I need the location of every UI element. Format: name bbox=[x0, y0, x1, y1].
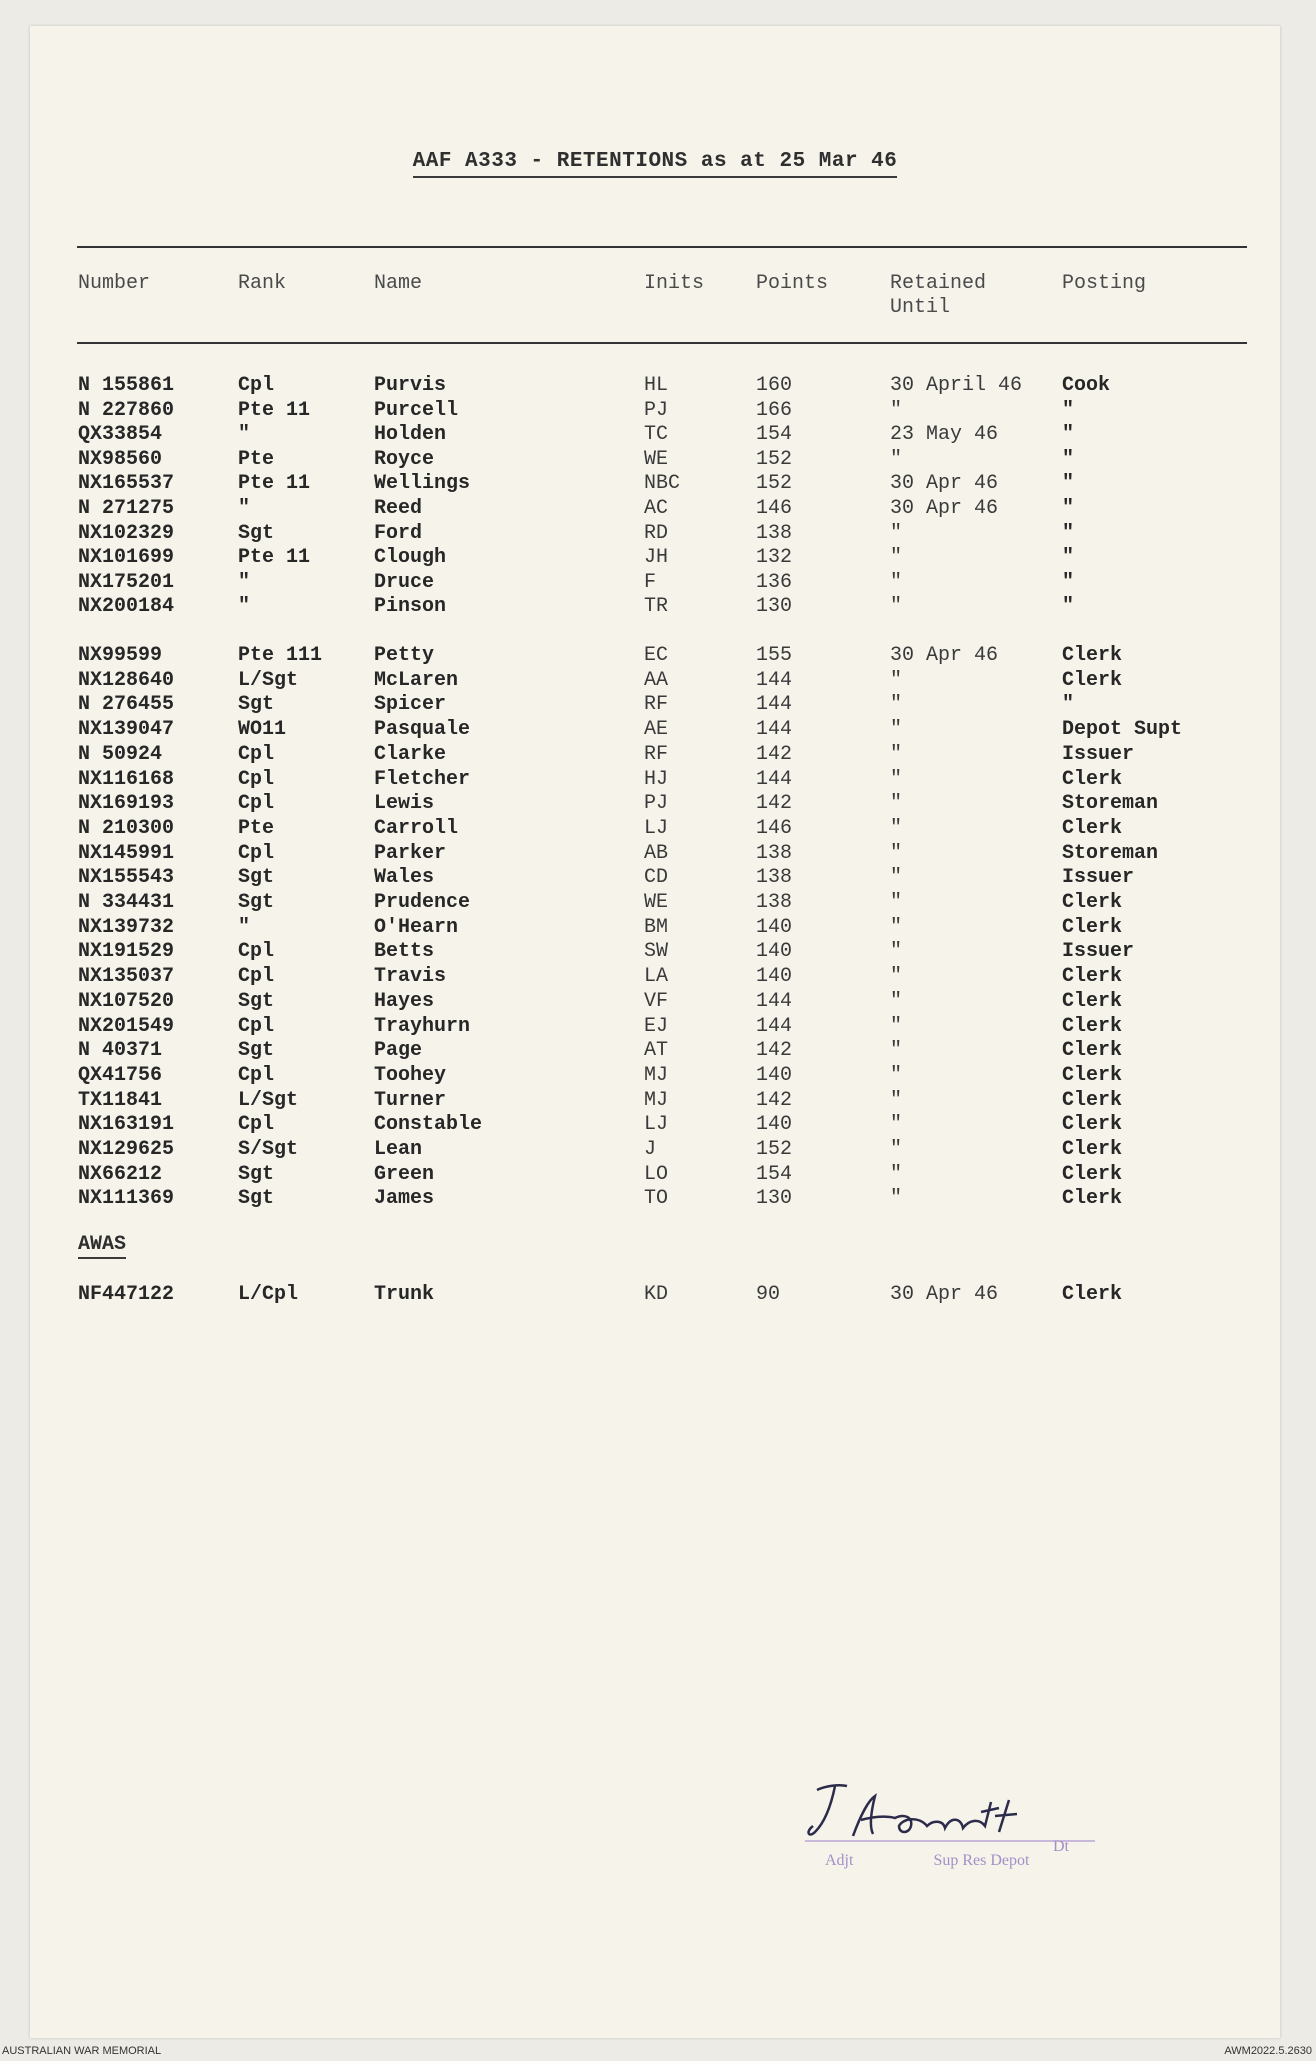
cell-retained-until: " bbox=[890, 989, 903, 1013]
cell-number: QX41756 bbox=[78, 1063, 163, 1087]
cell-retained-until: " bbox=[890, 767, 903, 791]
cell-inits: F bbox=[644, 570, 657, 594]
cell-name: Purvis bbox=[374, 374, 447, 397]
cell-retained-until: " bbox=[890, 891, 903, 914]
cell-retained-until: " bbox=[890, 915, 903, 939]
cell-inits: AC bbox=[644, 497, 669, 520]
cell-rank: Sgt bbox=[238, 521, 275, 545]
cell-number: N 334431 bbox=[78, 891, 175, 914]
cell-points: 144 bbox=[756, 1014, 793, 1038]
cell-inits: TR bbox=[644, 595, 669, 619]
cell-points: 142 bbox=[756, 1039, 793, 1063]
cell-name: Parker bbox=[374, 841, 447, 865]
cell-number: NX201549 bbox=[78, 1014, 175, 1038]
cell-number: N 271275 bbox=[78, 497, 175, 520]
cell-rank: Cpl bbox=[238, 792, 275, 816]
cell-posting: Clerk bbox=[1062, 1113, 1123, 1137]
cell-rank: " bbox=[238, 497, 251, 520]
cell-posting: Clerk bbox=[1062, 915, 1123, 939]
cell-rank: Cpl bbox=[238, 767, 275, 791]
cell-number: NX163191 bbox=[78, 1113, 175, 1137]
cell-rank: Sgt bbox=[238, 693, 275, 717]
cell-inits: KD bbox=[644, 1283, 669, 1306]
cell-retained-until: " bbox=[890, 1138, 903, 1161]
cell-inits: HJ bbox=[644, 767, 669, 791]
cell-number: N 155861 bbox=[78, 374, 175, 397]
cell-number: NX111369 bbox=[78, 1187, 175, 1211]
cell-posting: Clerk bbox=[1062, 989, 1123, 1013]
cell-retained-until: " bbox=[890, 570, 903, 594]
cell-retained-until: " bbox=[890, 398, 903, 422]
cell-points: 152 bbox=[756, 447, 793, 471]
cell-inits: RF bbox=[644, 693, 669, 717]
cell-inits: RF bbox=[644, 742, 669, 766]
cell-name: Ford bbox=[374, 521, 423, 545]
cell-retained-until: " bbox=[890, 1039, 903, 1063]
cell-posting: " bbox=[1062, 570, 1075, 594]
cell-points: 160 bbox=[756, 374, 793, 397]
cell-points: 152 bbox=[756, 472, 793, 496]
cell-retained-until: " bbox=[890, 940, 903, 964]
cell-number: NX191529 bbox=[78, 940, 175, 964]
cell-posting: Issuer bbox=[1062, 742, 1135, 766]
cell-rank: Sgt bbox=[238, 1039, 275, 1063]
stamp-text: Adjt Sup Res Depot bbox=[825, 1852, 1030, 1869]
cell-rank: " bbox=[238, 595, 251, 619]
cell-inits: J bbox=[644, 1138, 657, 1161]
cell-name: Turner bbox=[374, 1088, 447, 1112]
cell-points: 142 bbox=[756, 1088, 793, 1112]
cell-inits: WE bbox=[644, 447, 669, 471]
cell-rank: WO11 bbox=[238, 718, 287, 742]
cell-retained-until: 30 Apr 46 bbox=[890, 497, 999, 520]
column-header-points: Points bbox=[756, 272, 829, 295]
cell-rank: Cpl bbox=[238, 742, 275, 766]
cell-points: 155 bbox=[756, 644, 793, 667]
cell-rank: Cpl bbox=[238, 1063, 275, 1087]
cell-retained-until: " bbox=[890, 693, 903, 717]
column-header-retained-until: Retained Until bbox=[890, 272, 987, 319]
cell-name: Pasquale bbox=[374, 718, 471, 742]
cell-inits: JH bbox=[644, 546, 669, 570]
cell-rank: Cpl bbox=[238, 940, 275, 964]
cell-name: Prudence bbox=[374, 891, 471, 914]
cell-posting: Clerk bbox=[1062, 1063, 1123, 1087]
cell-retained-until: " bbox=[890, 792, 903, 816]
cell-inits: LJ bbox=[644, 816, 669, 840]
cell-points: 166 bbox=[756, 398, 793, 422]
cell-name: Trunk bbox=[374, 1283, 435, 1306]
cell-number: NX129625 bbox=[78, 1138, 175, 1161]
cell-inits: BM bbox=[644, 915, 669, 939]
cell-inits: AT bbox=[644, 1039, 669, 1063]
cell-rank: Pte bbox=[238, 447, 275, 471]
cell-points: 154 bbox=[756, 423, 793, 447]
cell-name: Fletcher bbox=[374, 767, 471, 791]
cell-rank: Pte 11 bbox=[238, 546, 311, 570]
cell-points: 138 bbox=[756, 841, 793, 865]
cell-posting: Storeman bbox=[1062, 841, 1159, 865]
cell-number: NX169193 bbox=[78, 792, 175, 816]
cell-rank: S/Sgt bbox=[238, 1138, 299, 1161]
cell-posting: " bbox=[1062, 595, 1075, 619]
cell-name: Spicer bbox=[374, 693, 447, 717]
cell-name: Wellings bbox=[374, 472, 471, 496]
cell-name: Clough bbox=[374, 546, 447, 570]
cell-posting: Storeman bbox=[1062, 792, 1159, 816]
cell-number: NX101699 bbox=[78, 546, 175, 570]
stamp-suffix: Dt bbox=[1053, 1838, 1069, 1855]
cell-points: 140 bbox=[756, 1113, 793, 1137]
cell-points: 144 bbox=[756, 767, 793, 791]
cell-inits: TC bbox=[644, 423, 669, 447]
cell-inits: AE bbox=[644, 718, 669, 742]
cell-retained-until: " bbox=[890, 1088, 903, 1112]
cell-posting: " bbox=[1062, 423, 1075, 447]
cell-inits: RD bbox=[644, 521, 669, 545]
cell-inits: MJ bbox=[644, 1088, 669, 1112]
cell-rank: Pte 11 bbox=[238, 472, 311, 496]
cell-rank: Sgt bbox=[238, 989, 275, 1013]
cell-rank: Cpl bbox=[238, 374, 275, 397]
cell-inits: WE bbox=[644, 891, 669, 914]
cell-retained-until: " bbox=[890, 1014, 903, 1038]
cell-inits: AA bbox=[644, 668, 669, 692]
cell-inits: EJ bbox=[644, 1014, 669, 1038]
cell-retained-until: 30 April 46 bbox=[890, 374, 1023, 397]
cell-posting: " bbox=[1062, 521, 1075, 545]
cell-retained-until: " bbox=[890, 1113, 903, 1137]
cell-inits: CD bbox=[644, 866, 669, 890]
cell-inits: MJ bbox=[644, 1063, 669, 1087]
cell-name: O'Hearn bbox=[374, 915, 459, 939]
cell-posting: Clerk bbox=[1062, 1283, 1123, 1306]
cell-number: NX107520 bbox=[78, 989, 175, 1013]
cell-rank: Pte 11 bbox=[238, 398, 311, 422]
cell-posting: " bbox=[1062, 546, 1075, 570]
cell-number: N 50924 bbox=[78, 742, 163, 766]
cell-name: Royce bbox=[374, 447, 435, 471]
cell-inits: LA bbox=[644, 965, 669, 989]
cell-retained-until: " bbox=[890, 965, 903, 989]
cell-rank: Sgt bbox=[238, 1187, 275, 1211]
cell-points: 140 bbox=[756, 965, 793, 989]
cell-points: 152 bbox=[756, 1138, 793, 1161]
signature-block bbox=[795, 1756, 1115, 1869]
cell-name: Toohey bbox=[374, 1063, 447, 1087]
cell-retained-until: " bbox=[890, 521, 903, 545]
cell-posting: Clerk bbox=[1062, 1138, 1123, 1161]
cell-number: NX200184 bbox=[78, 595, 175, 619]
cell-number: QX33854 bbox=[78, 423, 163, 447]
cell-posting: Issuer bbox=[1062, 940, 1135, 964]
cell-posting: Clerk bbox=[1062, 1039, 1123, 1063]
cell-rank: Sgt bbox=[238, 891, 275, 914]
cell-points: 154 bbox=[756, 1162, 793, 1186]
cell-number: NX98560 bbox=[78, 447, 163, 471]
cell-retained-until: " bbox=[890, 841, 903, 865]
cell-name: Wales bbox=[374, 866, 435, 890]
cell-points: 136 bbox=[756, 570, 793, 594]
cell-inits: PJ bbox=[644, 792, 669, 816]
column-header-inits: Inits bbox=[644, 272, 705, 295]
cell-number: NX139047 bbox=[78, 718, 175, 742]
cell-name: Clarke bbox=[374, 742, 447, 766]
cell-name: McLaren bbox=[374, 668, 459, 692]
cell-number: NX99599 bbox=[78, 644, 163, 667]
cell-rank: L/Sgt bbox=[238, 1088, 299, 1112]
cell-retained-until: " bbox=[890, 1162, 903, 1186]
cell-retained-until: " bbox=[890, 866, 903, 890]
column-header-rank: Rank bbox=[238, 272, 287, 295]
cell-number: NX175201 bbox=[78, 570, 175, 594]
cell-retained-until: 30 Apr 46 bbox=[890, 1283, 999, 1306]
footer-right: AWM2022.5.2630 bbox=[1224, 2045, 1312, 2057]
cell-retained-until: 30 Apr 46 bbox=[890, 644, 999, 667]
cell-posting: Cook bbox=[1062, 374, 1111, 397]
cell-posting: Clerk bbox=[1062, 1088, 1123, 1112]
cell-retained-until: " bbox=[890, 447, 903, 471]
cell-retained-until: " bbox=[890, 816, 903, 840]
cell-inits: EC bbox=[644, 644, 669, 667]
cell-number: NX165537 bbox=[78, 472, 175, 496]
cell-points: 138 bbox=[756, 521, 793, 545]
cell-name: Petty bbox=[374, 644, 435, 667]
cell-name: James bbox=[374, 1187, 435, 1211]
cell-number: NX139732 bbox=[78, 915, 175, 939]
column-header-number: Number bbox=[78, 272, 151, 295]
cell-points: 138 bbox=[756, 891, 793, 914]
cell-posting: Issuer bbox=[1062, 866, 1135, 890]
cell-posting: Depot Supt bbox=[1062, 718, 1183, 742]
cell-points: 142 bbox=[756, 792, 793, 816]
cell-number: N 276455 bbox=[78, 693, 175, 717]
cell-posting: Clerk bbox=[1062, 1187, 1123, 1211]
cell-points: 140 bbox=[756, 940, 793, 964]
cell-retained-until: " bbox=[890, 595, 903, 619]
header-top-rule bbox=[77, 246, 1247, 248]
cell-number: N 210300 bbox=[78, 816, 175, 840]
cell-number: NX135037 bbox=[78, 965, 175, 989]
cell-inits: HL bbox=[644, 374, 669, 397]
cell-posting: " bbox=[1062, 447, 1075, 471]
cell-inits: VF bbox=[644, 989, 669, 1013]
cell-rank: Cpl bbox=[238, 965, 275, 989]
cell-points: 138 bbox=[756, 866, 793, 890]
cell-number: NX128640 bbox=[78, 668, 175, 692]
cell-posting: Clerk bbox=[1062, 1162, 1123, 1186]
cell-number: NX116168 bbox=[78, 767, 175, 791]
cell-rank: Cpl bbox=[238, 841, 275, 865]
cell-number: TX11841 bbox=[78, 1088, 163, 1112]
cell-inits: TO bbox=[644, 1187, 669, 1211]
cell-posting: " bbox=[1062, 472, 1075, 496]
cell-name: Holden bbox=[374, 423, 447, 447]
cell-rank: " bbox=[238, 570, 251, 594]
cell-inits: SW bbox=[644, 940, 669, 964]
cell-name: Lean bbox=[374, 1138, 423, 1161]
cell-points: 90 bbox=[756, 1283, 781, 1306]
cell-points: 144 bbox=[756, 989, 793, 1013]
cell-inits: NBC bbox=[644, 472, 681, 496]
cell-posting: Clerk bbox=[1062, 891, 1123, 914]
cell-inits: PJ bbox=[644, 398, 669, 422]
cell-name: Reed bbox=[374, 497, 423, 520]
cell-points: 132 bbox=[756, 546, 793, 570]
cell-name: Purcell bbox=[374, 398, 459, 422]
cell-name: Green bbox=[374, 1162, 435, 1186]
cell-rank: Sgt bbox=[238, 1162, 275, 1186]
cell-name: Trayhurn bbox=[374, 1014, 471, 1038]
cell-points: 146 bbox=[756, 497, 793, 520]
cell-number: NX155543 bbox=[78, 866, 175, 890]
cell-retained-until: " bbox=[890, 1187, 903, 1211]
cell-points: 142 bbox=[756, 742, 793, 766]
cell-rank: Sgt bbox=[238, 866, 275, 890]
awas-section-label: AWAS bbox=[78, 1233, 126, 1259]
cell-posting: Clerk bbox=[1062, 668, 1123, 692]
column-header-name: Name bbox=[374, 272, 423, 295]
cell-rank: Pte 111 bbox=[238, 644, 323, 667]
cell-rank: Cpl bbox=[238, 1014, 275, 1038]
cell-number: NX102329 bbox=[78, 521, 175, 545]
cell-posting: Clerk bbox=[1062, 965, 1123, 989]
cell-inits: AB bbox=[644, 841, 669, 865]
cell-retained-until: " bbox=[890, 718, 903, 742]
cell-name: Druce bbox=[374, 570, 435, 594]
cell-points: 130 bbox=[756, 595, 793, 619]
cell-posting: Clerk bbox=[1062, 816, 1123, 840]
cell-points: 144 bbox=[756, 718, 793, 742]
cell-retained-until: 30 Apr 46 bbox=[890, 472, 999, 496]
cell-posting: " bbox=[1062, 497, 1075, 520]
cell-retained-until: " bbox=[890, 1063, 903, 1087]
cell-posting: Clerk bbox=[1062, 767, 1123, 791]
cell-number: NX66212 bbox=[78, 1162, 163, 1186]
cell-points: 144 bbox=[756, 668, 793, 692]
cell-name: Page bbox=[374, 1039, 423, 1063]
cell-retained-until: " bbox=[890, 546, 903, 570]
cell-retained-until: " bbox=[890, 668, 903, 692]
cell-retained-until: 23 May 46 bbox=[890, 423, 999, 447]
cell-rank: " bbox=[238, 915, 251, 939]
document-title: AAF A333 - RETENTIONS as at 25 Mar 46 bbox=[30, 150, 1280, 173]
cell-name: Carroll bbox=[374, 816, 459, 840]
cell-name: Hayes bbox=[374, 989, 435, 1013]
cell-posting: Clerk bbox=[1062, 1014, 1123, 1038]
cell-name: Pinson bbox=[374, 595, 447, 619]
cell-rank: L/Cpl bbox=[238, 1283, 299, 1306]
column-header-posting: Posting bbox=[1062, 272, 1147, 295]
cell-points: 140 bbox=[756, 1063, 793, 1087]
cell-number: NF447122 bbox=[78, 1283, 175, 1306]
cell-name: Constable bbox=[374, 1113, 483, 1137]
cell-rank: Pte bbox=[238, 816, 275, 840]
cell-number: N 227860 bbox=[78, 398, 175, 422]
cell-posting: Clerk bbox=[1062, 644, 1123, 667]
cell-posting: " bbox=[1062, 398, 1075, 422]
cell-rank: " bbox=[238, 423, 251, 447]
cell-inits: LO bbox=[644, 1162, 669, 1186]
cell-number: N 40371 bbox=[78, 1039, 163, 1063]
cell-inits: LJ bbox=[644, 1113, 669, 1137]
footer-left: AUSTRALIAN WAR MEMORIAL bbox=[2, 2045, 162, 2057]
cell-name: Lewis bbox=[374, 792, 435, 816]
cell-retained-until: " bbox=[890, 742, 903, 766]
cell-posting: " bbox=[1062, 693, 1075, 717]
cell-points: 130 bbox=[756, 1187, 793, 1211]
header-bottom-rule bbox=[77, 342, 1247, 344]
cell-rank: Cpl bbox=[238, 1113, 275, 1137]
cell-points: 146 bbox=[756, 816, 793, 840]
cell-rank: L/Sgt bbox=[238, 668, 299, 692]
document-page bbox=[30, 26, 1280, 2038]
cell-points: 140 bbox=[756, 915, 793, 939]
cell-name: Betts bbox=[374, 940, 435, 964]
cell-number: NX145991 bbox=[78, 841, 175, 865]
cell-name: Travis bbox=[374, 965, 447, 989]
cell-points: 144 bbox=[756, 693, 793, 717]
